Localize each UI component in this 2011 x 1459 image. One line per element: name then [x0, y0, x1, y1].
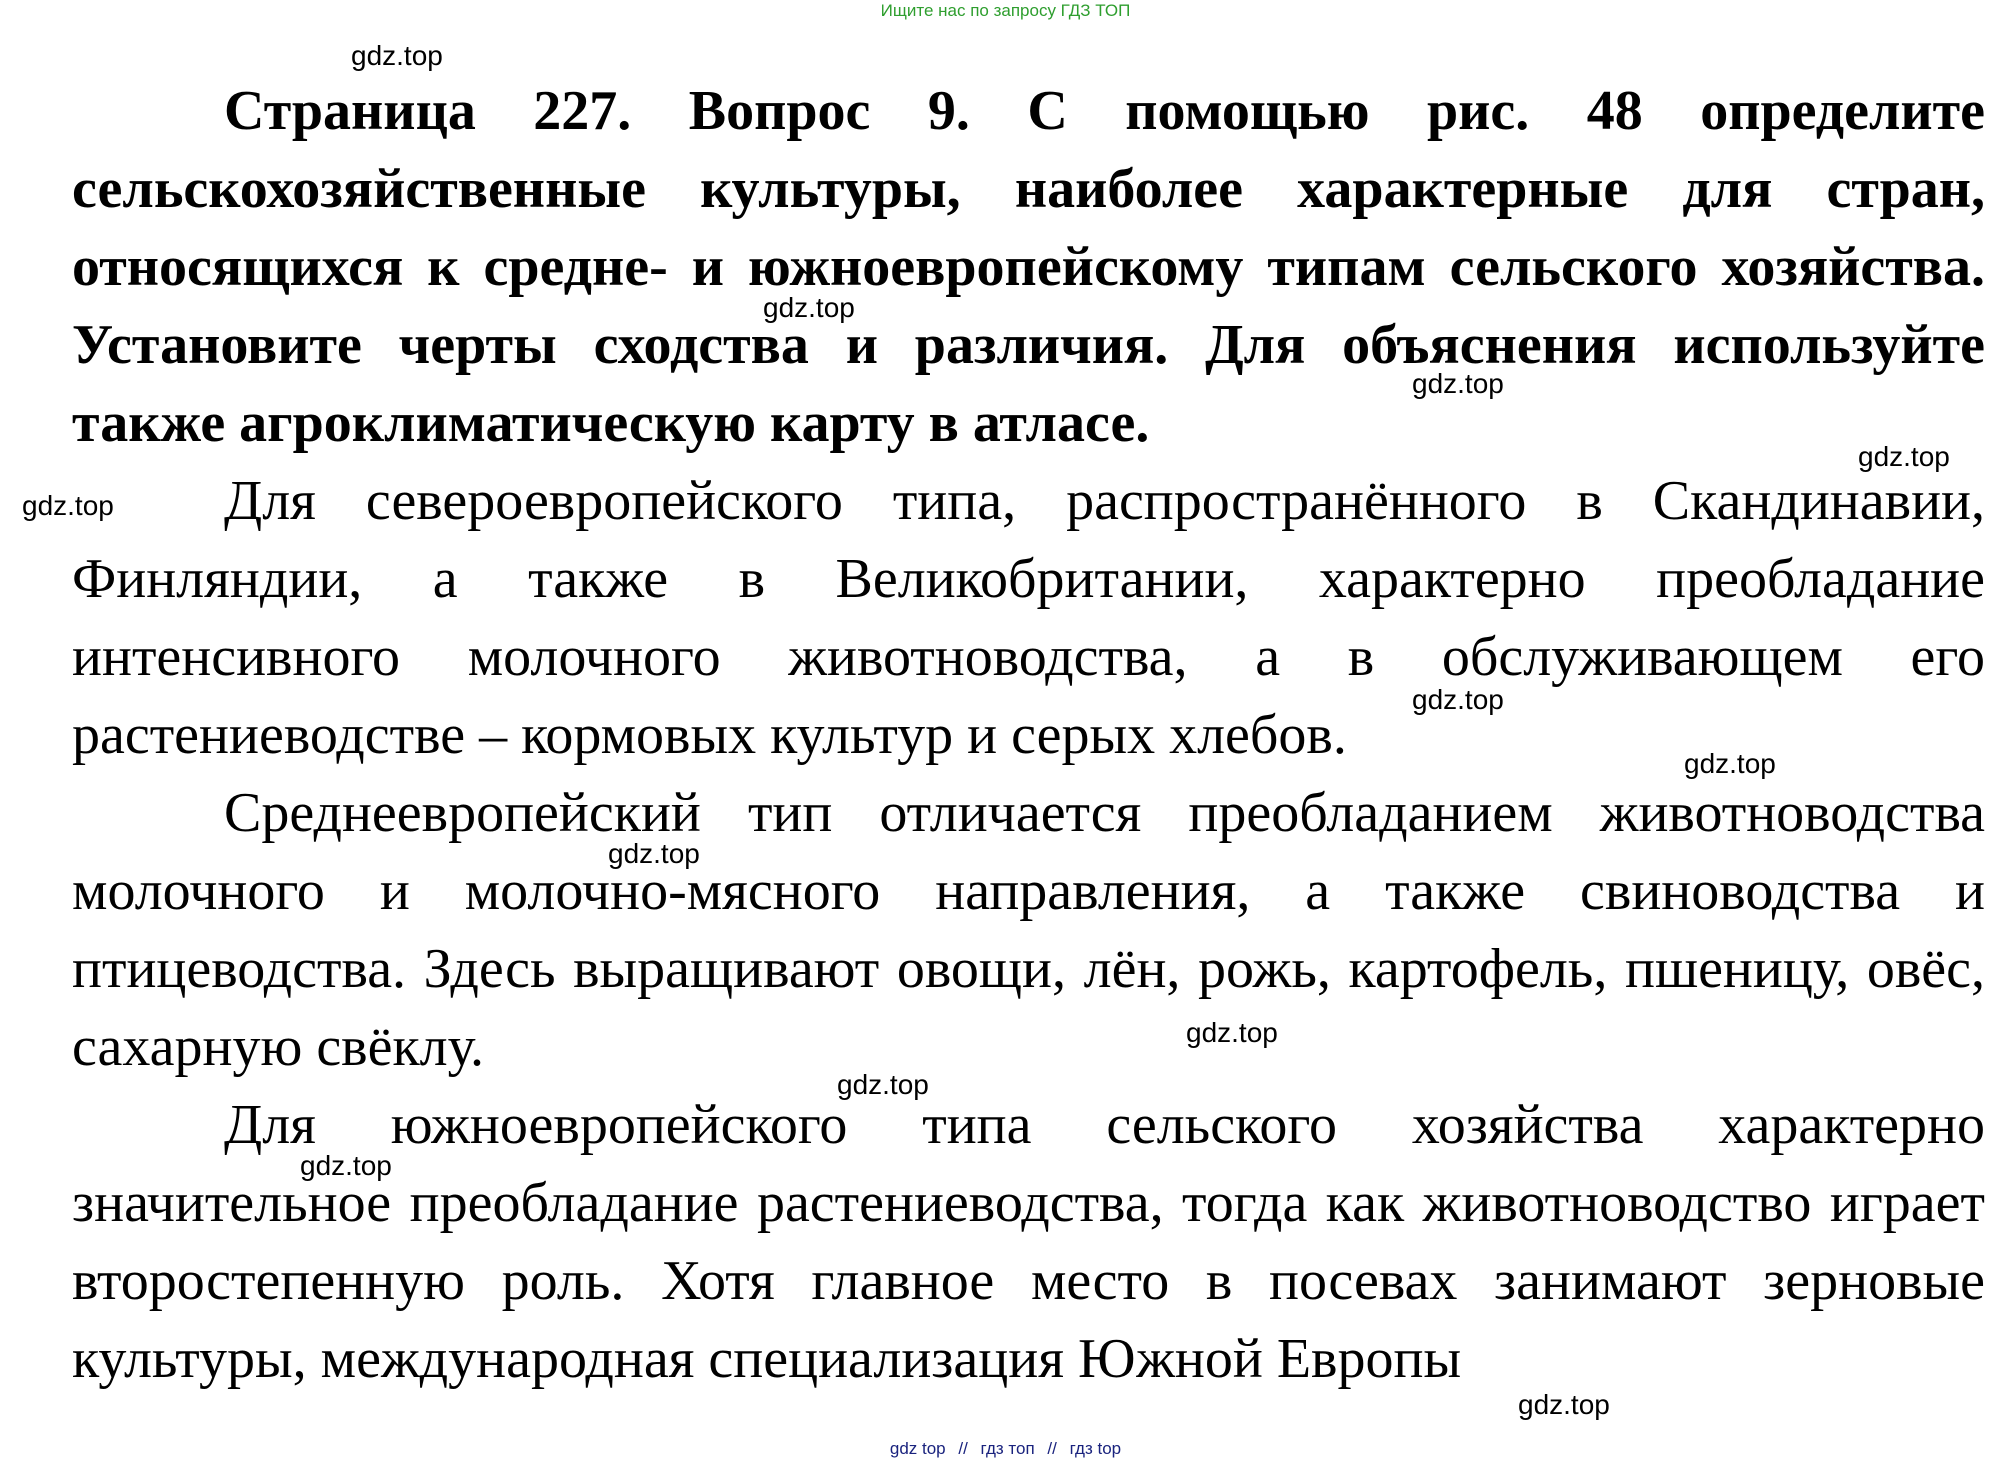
- document-body: [72, 72, 1985, 1398]
- watermark: gdz.top: [1518, 1389, 1610, 1420]
- footer-links: [0, 1439, 2011, 1459]
- watermark: gdz.top: [1412, 368, 1504, 399]
- footer-separator: //: [958, 1439, 968, 1458]
- answer-paragraph-3: Для южноевропейского типа сельского хозяйства характерно значительное преобладание растениеводства, тогда как животноводство играет второстепенную роль. Хотя главное место в посевах занимают зерновые культуры, международная специализация Южной Европы: [72, 1094, 1985, 1390]
- watermark: gdz.top: [351, 40, 443, 71]
- watermark: gdz.top: [763, 292, 855, 323]
- answer-paragraph-2: Среднеевропейский тип отличается преобладанием животноводства молочного и молочно-мясного направления, а также свиноводства и птицеводства. Здесь выращивают овощи, лён, рожь, картофель, пшеницу, овёс, сахарную свёклу.: [72, 782, 1985, 1078]
- footer-link[interactable]: gdz top: [889, 1439, 946, 1458]
- footer-link[interactable]: гдз топ: [980, 1439, 1035, 1458]
- watermark: gdz.top: [22, 490, 114, 521]
- watermark: gdz.top: [1684, 748, 1776, 779]
- watermark: gdz.top: [608, 838, 700, 869]
- watermark: gdz.top: [300, 1150, 392, 1181]
- answer-paragraph-1: Для североевропейского типа, распространённого в Скандинавии, Финляндии, а также в Великобритании, характерно преобладание интенсивного молочного животноводства, а в обслуживающем его растениеводстве – кормовых культур и серых хлебов.: [72, 470, 1985, 766]
- question-heading: Страница 227. Вопрос 9. С помощью рис. 48 определите сельскохозяйственные культуры, наиболее характерные для стран, относящихся к средне- и южноевропейскому типам сельского хозяйства. Установите черты сходства и различия. Для объяснения используйте также агроклиматическую карту в атласе.: [72, 80, 1985, 454]
- watermark: gdz.top: [1412, 684, 1504, 715]
- promo-link[interactable]: Ищите нас по запросу ГДЗ ТОП: [880, 1, 1131, 20]
- watermark: gdz.top: [1858, 441, 1950, 472]
- footer-separator: //: [1047, 1439, 1057, 1458]
- footer-link[interactable]: гдз top: [1069, 1439, 1122, 1458]
- watermark: gdz.top: [1186, 1017, 1278, 1048]
- watermark: gdz.top: [837, 1069, 929, 1100]
